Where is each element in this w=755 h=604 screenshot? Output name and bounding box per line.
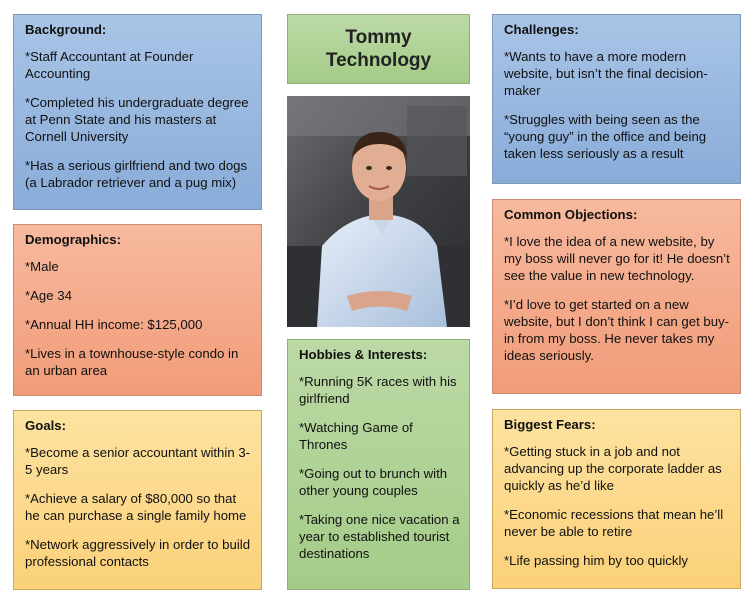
fears-item: *Economic recessions that mean he’ll never be able to retire	[504, 507, 724, 539]
challenges-item: *Struggles with being seen as the “young guy” in the office and being taken less seriously as a result	[504, 112, 707, 161]
fears-item: *Life passing him by too quickly	[504, 553, 688, 568]
goals-item: *Achieve a salary of $80,000 so that he can purchase a single family home	[25, 491, 247, 523]
background-item: *Has a serious girlfriend and two dogs (a Labrador retriever and a pug mix)	[25, 158, 248, 190]
hobbies-item: *Watching Game of Thrones	[299, 420, 413, 452]
goals-title: Goals:	[25, 418, 67, 433]
background-title: Background:	[25, 22, 107, 37]
demographics-title: Demographics:	[25, 232, 121, 247]
goals-item: *Become a senior accountant within 3-5 years	[25, 445, 251, 477]
fears-title: Biggest Fears:	[504, 417, 596, 432]
hobbies-card	[287, 339, 470, 590]
demographics-item: *Annual HH income: $125,000	[25, 317, 203, 332]
challenges-item: *Wants to have a more modern website, but isn’t the final decision-maker	[504, 49, 708, 98]
demographics-card	[13, 224, 262, 396]
demographics-item: *Male	[25, 259, 59, 274]
objections-card	[492, 199, 741, 394]
hobbies-item: *Going out to brunch with other young couples	[299, 466, 448, 498]
background-card	[13, 14, 262, 210]
background-item: *Staff Accountant at Founder Accounting	[25, 49, 194, 81]
demographics-item: *Lives in a townhouse-style condo in an urban area	[25, 346, 239, 378]
objections-title: Common Objections:	[504, 207, 638, 222]
challenges-title: Challenges:	[504, 22, 579, 37]
objections-item: *I’d love to get started on a new website, but I don’t think I can get buy-in from my boss. He never takes my ideas seriously.	[504, 297, 730, 363]
goals-card	[13, 410, 262, 590]
person-photo-icon	[287, 96, 470, 327]
hobbies-item: *Running 5K races with his girlfriend	[299, 374, 457, 406]
fears-card	[492, 409, 741, 589]
fears-item: *Getting stuck in a job and not advancing up the corporate ladder as quickly as he’d like	[504, 444, 722, 493]
goals-item: *Network aggressively in order to build professional contacts	[25, 537, 251, 569]
objections-item: *I love the idea of a new website, by my boss will never go for it! He doesn’t see the value in new technology.	[504, 234, 730, 283]
persona-name: Tommy Technology	[287, 14, 470, 84]
challenges-card	[492, 14, 741, 184]
hobbies-title: Hobbies & Interests:	[299, 347, 428, 362]
background-item: *Completed his undergraduate degree at Penn State and his masters at Cornell University	[25, 95, 249, 144]
hobbies-item: *Taking one nice vacation a year to established tourist destinations	[299, 512, 460, 561]
demographics-item: *Age 34	[25, 288, 72, 303]
person-photo	[287, 96, 470, 327]
